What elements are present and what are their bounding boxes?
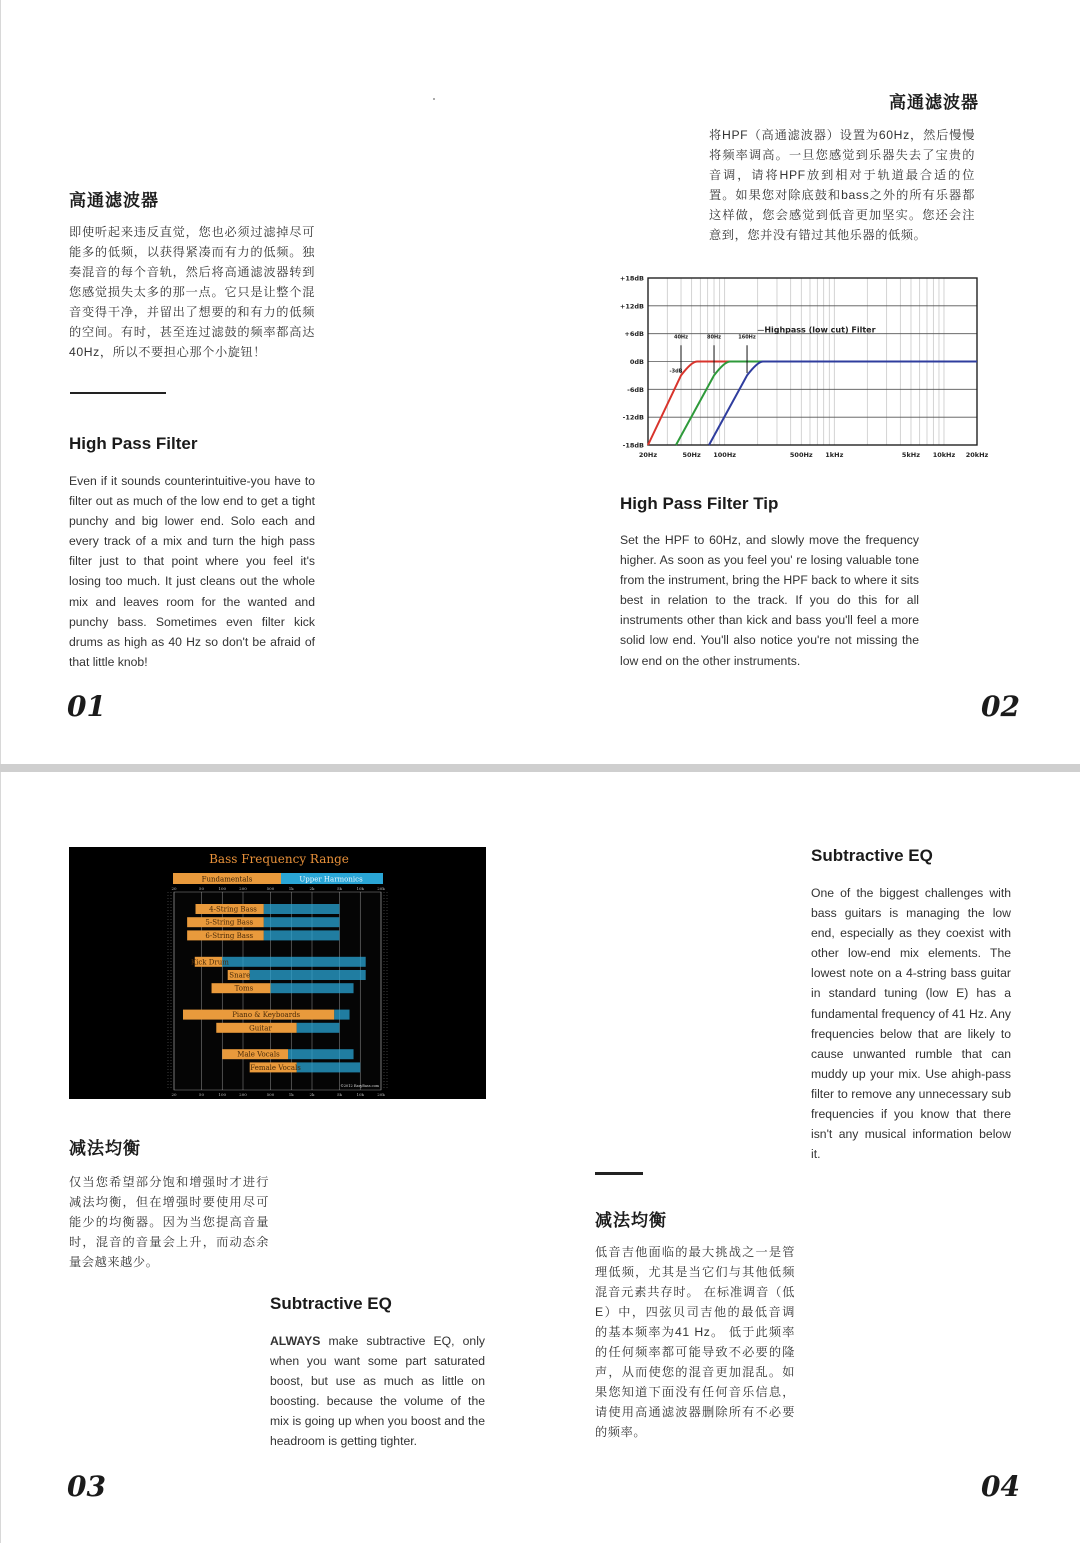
- page3-paragraph-en: [270, 1331, 485, 1452]
- page-number: 01: [67, 690, 106, 723]
- page4-heading-cn: 减法均衡: [595, 1211, 667, 1230]
- harmonics-bar: [264, 904, 340, 914]
- x-tick-label: 1kHz: [825, 451, 844, 459]
- page-number: 03: [67, 1470, 106, 1503]
- x-tick-label: 20kHz: [965, 451, 989, 459]
- harmonics-bar: [264, 930, 340, 940]
- x-tick-label: 500: [266, 1092, 275, 1097]
- highpass-filter-chart: [611, 268, 1001, 466]
- x-tick-label: 200: [239, 886, 247, 891]
- bar-label: Snare: [229, 971, 251, 980]
- spread-separator: [0, 764, 1080, 772]
- bar-label: Female Vocals: [250, 1063, 301, 1072]
- x-tick-label: 500: [266, 886, 275, 891]
- cutoff-label: 40Hz: [673, 334, 689, 341]
- filter-curve: [648, 362, 977, 446]
- x-tick-label: 50: [198, 1092, 205, 1097]
- page1-paragraph-en: Even if it sounds counterintuitive-you have to filter out as much of the low end to get a tight punchy and big lower end. Solo each and every track of a mix and turn the high pass filter just to that point where you feel it's losing too much. It just cleans out the whole mix and leaves room for the wanted and punchy bass. Sometimes even filter kick drums as high as 40 Hz so don't be afraid of that little knob!: [69, 474, 315, 669]
- y-tick-label: +18dB: [619, 274, 644, 283]
- x-tick-label: 100Hz: [713, 451, 737, 459]
- x-tick-label: 5kHz: [901, 451, 921, 459]
- page4-paragraph-en: One of the biggest challenges with bass guitars is managing the low end, especially as they coexist with other low-end mix elements. The lowest note on a 4-string bass guitar in standard tuning (low E) has a fundamental frequency of 41 Hz. Any frequencies below that are likely to cause unwanted rumble that can muddy up your mix. Use ahigh-pass filter to remove any unnecessary sub frequencies if you know that there isn't any musical information below it.: [811, 886, 1011, 1162]
- page1-heading-cn: 高通滤波器: [69, 191, 159, 210]
- bar-label: Male Vocals: [237, 1050, 280, 1059]
- x-tick-label: 20Hz: [638, 451, 658, 459]
- page2-heading-en: High Pass Filter Tip: [620, 494, 779, 513]
- harmonics-bar: [250, 970, 366, 980]
- bar-label: 5-String Bass: [205, 918, 254, 927]
- page4-heading-en: Subtractive EQ: [811, 846, 933, 865]
- y-tick-label: -6dB: [627, 385, 644, 394]
- x-tick-label: 200: [239, 1092, 247, 1097]
- bar-label: 4-String Bass: [209, 905, 257, 914]
- x-tick-label: 100: [218, 1092, 227, 1097]
- page1-paragraph-cn: 即使听起来违反直觉，您也必须过滤掉尽可能多的低频，以获得紧凑而有力的低频。独奏混音的每个音轨，然后将高通滤波器转到您感觉损失太多的那一点。它只是让整个混音变得干净，并留出了想要的和有力的低频的空间。有时，甚至连过滤鼓的频率都高达40Hz，所以不要担心那个小旋钮！: [69, 225, 315, 359]
- x-tick-label: 10k: [356, 886, 364, 891]
- cutoff-label: 80Hz: [706, 334, 722, 341]
- x-tick-label: 20k: [377, 886, 385, 891]
- x-tick-label: 20: [171, 886, 177, 891]
- cutoff-label: 160Hz: [738, 334, 756, 341]
- legend-label: Upper Harmonics: [299, 875, 363, 884]
- page3-heading-cn: 减法均衡: [69, 1139, 141, 1158]
- x-tick-label: 10kHz: [932, 451, 956, 459]
- page-number: 04: [981, 1470, 1020, 1503]
- y-tick-label: +12dB: [619, 302, 644, 311]
- x-tick-label: 50: [198, 886, 205, 891]
- x-tick-label: 1k: [288, 1092, 294, 1097]
- bar-label: Kick Drum: [190, 958, 229, 967]
- harmonics-bar: [297, 1023, 340, 1033]
- y-tick-label: 0dB: [629, 358, 644, 366]
- page3-paragraph-en-body: make subtractive EQ, only when you want some part saturated boost, but use as much as little on boosting. because the volume of the mix is going up when you boost and the headroom is getting tighter.: [270, 1334, 485, 1449]
- x-tick-label: 2k: [309, 886, 315, 891]
- harmonics-bar: [270, 983, 353, 993]
- harmonics-bar: [264, 917, 340, 927]
- x-tick-label: 20k: [377, 1092, 385, 1097]
- page2-heading-cn: 高通滤波器: [889, 93, 979, 112]
- bass-frequency-range-chart: [69, 847, 486, 1099]
- copyright-label: ©2012 EasyBass.com: [340, 1084, 379, 1088]
- y-tick-label: +6dB: [624, 330, 644, 339]
- harmonics-bar: [297, 1062, 361, 1072]
- filter-curve: [709, 362, 977, 446]
- legend-label: Fundamentals: [201, 875, 253, 884]
- x-tick-label: 100: [218, 886, 227, 891]
- divider: [595, 1172, 643, 1175]
- x-tick-label: 5k: [336, 886, 342, 891]
- page4-paragraph-cn: 低音吉他面临的最大挑战之一是管理低频，尤其是当它们与其他低频混音元素共存时。 在标准调音（低E）中，四弦贝司吉他的最低音调的基本频率为41 Hz。 低于此频率的任何频率都可能导致不必要的隆声，从而使您的混音更加混乱。如果您知道下面没有任何音乐信息，请使用高通滤波器删除所有不必要的频率。: [595, 1245, 795, 1439]
- x-tick-label: 5k: [336, 1092, 342, 1097]
- chart-title: Bass Frequency Range: [209, 852, 349, 866]
- harmonics-bar: [288, 1049, 353, 1059]
- x-tick-label: 10k: [356, 1092, 364, 1097]
- page3-paragraph-cn: 仅当您希望部分饱和增强时才进行减法均衡，但在增强时要使用尽可能少的均衡器。因为当您提高音量时，混音的音量会上升，而动态余量会越来越少。: [69, 1175, 269, 1269]
- y-tick-label: -18dB: [622, 441, 644, 450]
- harmonics-bar: [222, 957, 365, 967]
- stray-dot: [433, 98, 435, 100]
- x-tick-label: 1k: [288, 886, 294, 891]
- x-tick-label: 50Hz: [682, 451, 701, 459]
- chart-title: Highpass (low cut) Filter: [764, 325, 876, 335]
- filter-curve: [676, 362, 977, 446]
- emphasis-always: ALWAYS: [270, 1334, 321, 1348]
- page-spread-bottom: [0, 772, 1080, 1543]
- x-tick-label: 20: [171, 1092, 177, 1097]
- page2-paragraph-en: Set the HPF to 60Hz, and slowly move the frequency higher. As soon as you feel you' re losing valuable tone from the instrument, bring the HPF back to where it sits best in relation to the track. If you do this for all instruments other than kick and bass you'll feel a more solid low end. You'll also notice you're not missing the low end on the other instruments.: [620, 533, 919, 668]
- x-tick-label: 500Hz: [789, 451, 813, 459]
- y-tick-label: -12dB: [622, 413, 644, 422]
- page2-paragraph-cn: 将HPF（高通滤波器）设置为60Hz，然后慢慢将频率调高。一旦您感觉到乐器失去了宝贵的音调，请将HPF放到相对于轨道最合适的位置。如果您对除底鼓和bass之外的所有乐器都这样做，您会感觉到低音更加坚实。您还会注意到，您并没有错过其他乐器的低频。: [709, 128, 975, 242]
- minus3db-label: -3dB: [669, 368, 683, 375]
- bar-label: 6-String Bass: [205, 931, 254, 940]
- bar-label: Guitar: [249, 1024, 272, 1033]
- page3-heading-en: Subtractive EQ: [270, 1294, 392, 1313]
- page1-heading-en: High Pass Filter: [69, 434, 198, 453]
- bar-label: Toms: [234, 984, 254, 993]
- page-spread-top: [0, 0, 1080, 764]
- divider: [70, 392, 166, 394]
- bar-label: Piano & Keyboards: [232, 1011, 301, 1020]
- harmonics-bar: [334, 1010, 349, 1020]
- page-number: 02: [981, 690, 1020, 723]
- x-tick-label: 2k: [309, 1092, 315, 1097]
